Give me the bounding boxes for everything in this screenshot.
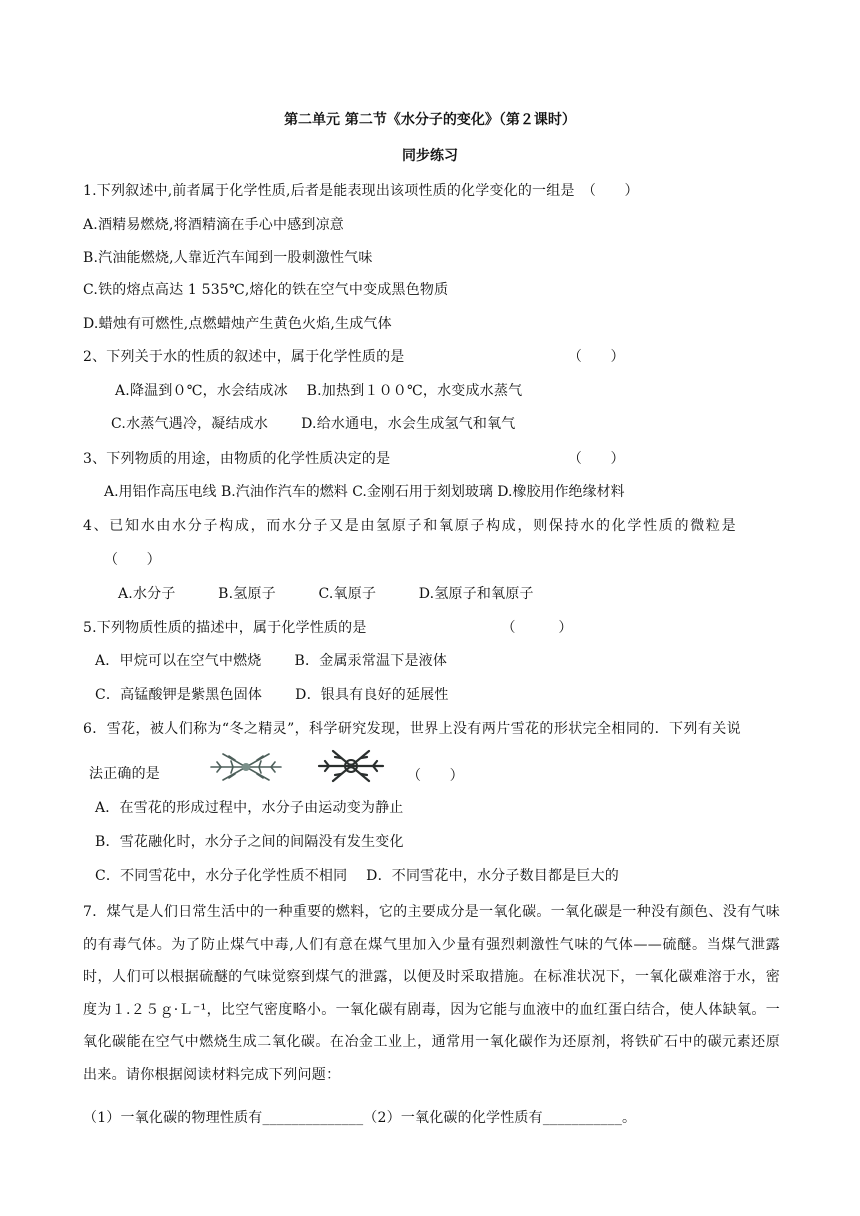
q1-option-d: D.蜡烛有可燃性,点燃蜡烛产生黄色火焰,生成气体 (83, 316, 392, 332)
q3-options: A.用铝作高压电线 B.汽油作汽车的燃料 C.金刚石用于刻划玻璃 D.橡胶用作绝缘材料 (104, 484, 625, 500)
q7-passage: 7．煤气是人们日常生活中的一种重要的燃料，它的主要成分是一氧化碳。一氧化碳是一种没有颜色、没有气味的有毒气体。为了防止煤气中毒,人们有意在煤气里加入少量有强烈刺激性气味的气体——硫醚。当煤气泄露时，人们可以根据硫醚的气味觉察到煤气的泄露，以便及时采取措施。在标准状况下，一氧化碳难溶于水，密度为１.２５ｇ·Ｌ⁻¹，比空气密度略小。一氧化碳有剧毒，因为它能与血液中的血红蛋白结合，使人体缺氧。一氧化碳能在空气中燃烧生成二氧化碳。在冶金工业上，通常用一氧化碳作为还原剂，将铁矿石中的碳元素还原出来。请你根据阅读材料完成下列问题： (83, 904, 780, 1083)
q2-options-ab: A.降温到０℃，水会结成冰 B.加热到１００℃，水变成水蒸气 (115, 383, 523, 399)
q6-blank: （ ） (407, 768, 464, 784)
q1-stem: 1.下列叙述中,前者属于化学性质,后者是能表现出该项性质的化学变化的一组是 （ ） (83, 183, 639, 199)
page-subtitle: 同步练习 (402, 148, 458, 164)
q1-option-b: B.汽油能燃烧,人靠近汽车闻到一股刺激性气味 (83, 250, 373, 266)
q3-stem: 3、下列物质的用途，由物质的化学性质决定的是 （ ） (83, 451, 625, 467)
page-title: 第二单元 第二节《水分子的变化》（第２课时） (284, 112, 576, 128)
q6-options-cd: C．不同雪花中，水分子化学性质不相同 D．不同雪花中，水分子数目都是巨大的 (95, 868, 619, 884)
q7-sub-questions: （1）一氧化碳的物理性质有______________（2）一氧化碳的化学性质有___________。 (83, 1110, 637, 1126)
q1-option-c: C.铁的熔点高达 1 535℃,熔化的铁在空气中变成黑色物质 (83, 282, 449, 298)
q5-stem: 5.下列物质性质的描述中，属于化学性质的是 （ ） (83, 620, 573, 636)
q2-options-cd: C.水蒸气遇冷，凝结成水 D.给水通电，水会生成氢气和氧气 (111, 416, 516, 432)
q6-option-a: A．在雪花的形成过程中，水分子由运动变为静止 (95, 800, 404, 816)
q5-options-cd: C．高锰酸钾是紫黑色固体 D．银具有良好的延展性 (95, 687, 449, 703)
q4-options: A.水分子 B.氢原子 C.氧原子 D.氢原子和氧原子 (118, 586, 534, 602)
q5-options-ab: A．甲烷可以在空气中燃烧 B．金属汞常温下是液体 (95, 653, 448, 669)
q2-stem: 2、下列关于水的性质的叙述中，属于化学性质的是 （ ） (83, 349, 625, 365)
q4-stem: 4、已知水由水分子构成，而水分子又是由氢原子和氧原子构成，则保持水的化学性质的微粒是 (83, 518, 738, 534)
q6-stem-continued: 法正确的是 (89, 766, 160, 782)
snowflake-icon-2 (315, 748, 387, 784)
snowflake-icon-1 (205, 750, 287, 784)
q6-option-b: B．雪花融化时，水分子之间的间隔没有发生变化 (95, 834, 404, 850)
q6-stem: 6．雪花，被人们称为“冬之精灵”，科学研究发现，世界上没有两片雪花的形状完全相同的．下列有关说 (83, 721, 742, 737)
q4-blank: （ ） (104, 552, 161, 568)
q1-option-a: A.酒精易燃烧,将酒精滴在手心中感到凉意 (83, 217, 345, 233)
